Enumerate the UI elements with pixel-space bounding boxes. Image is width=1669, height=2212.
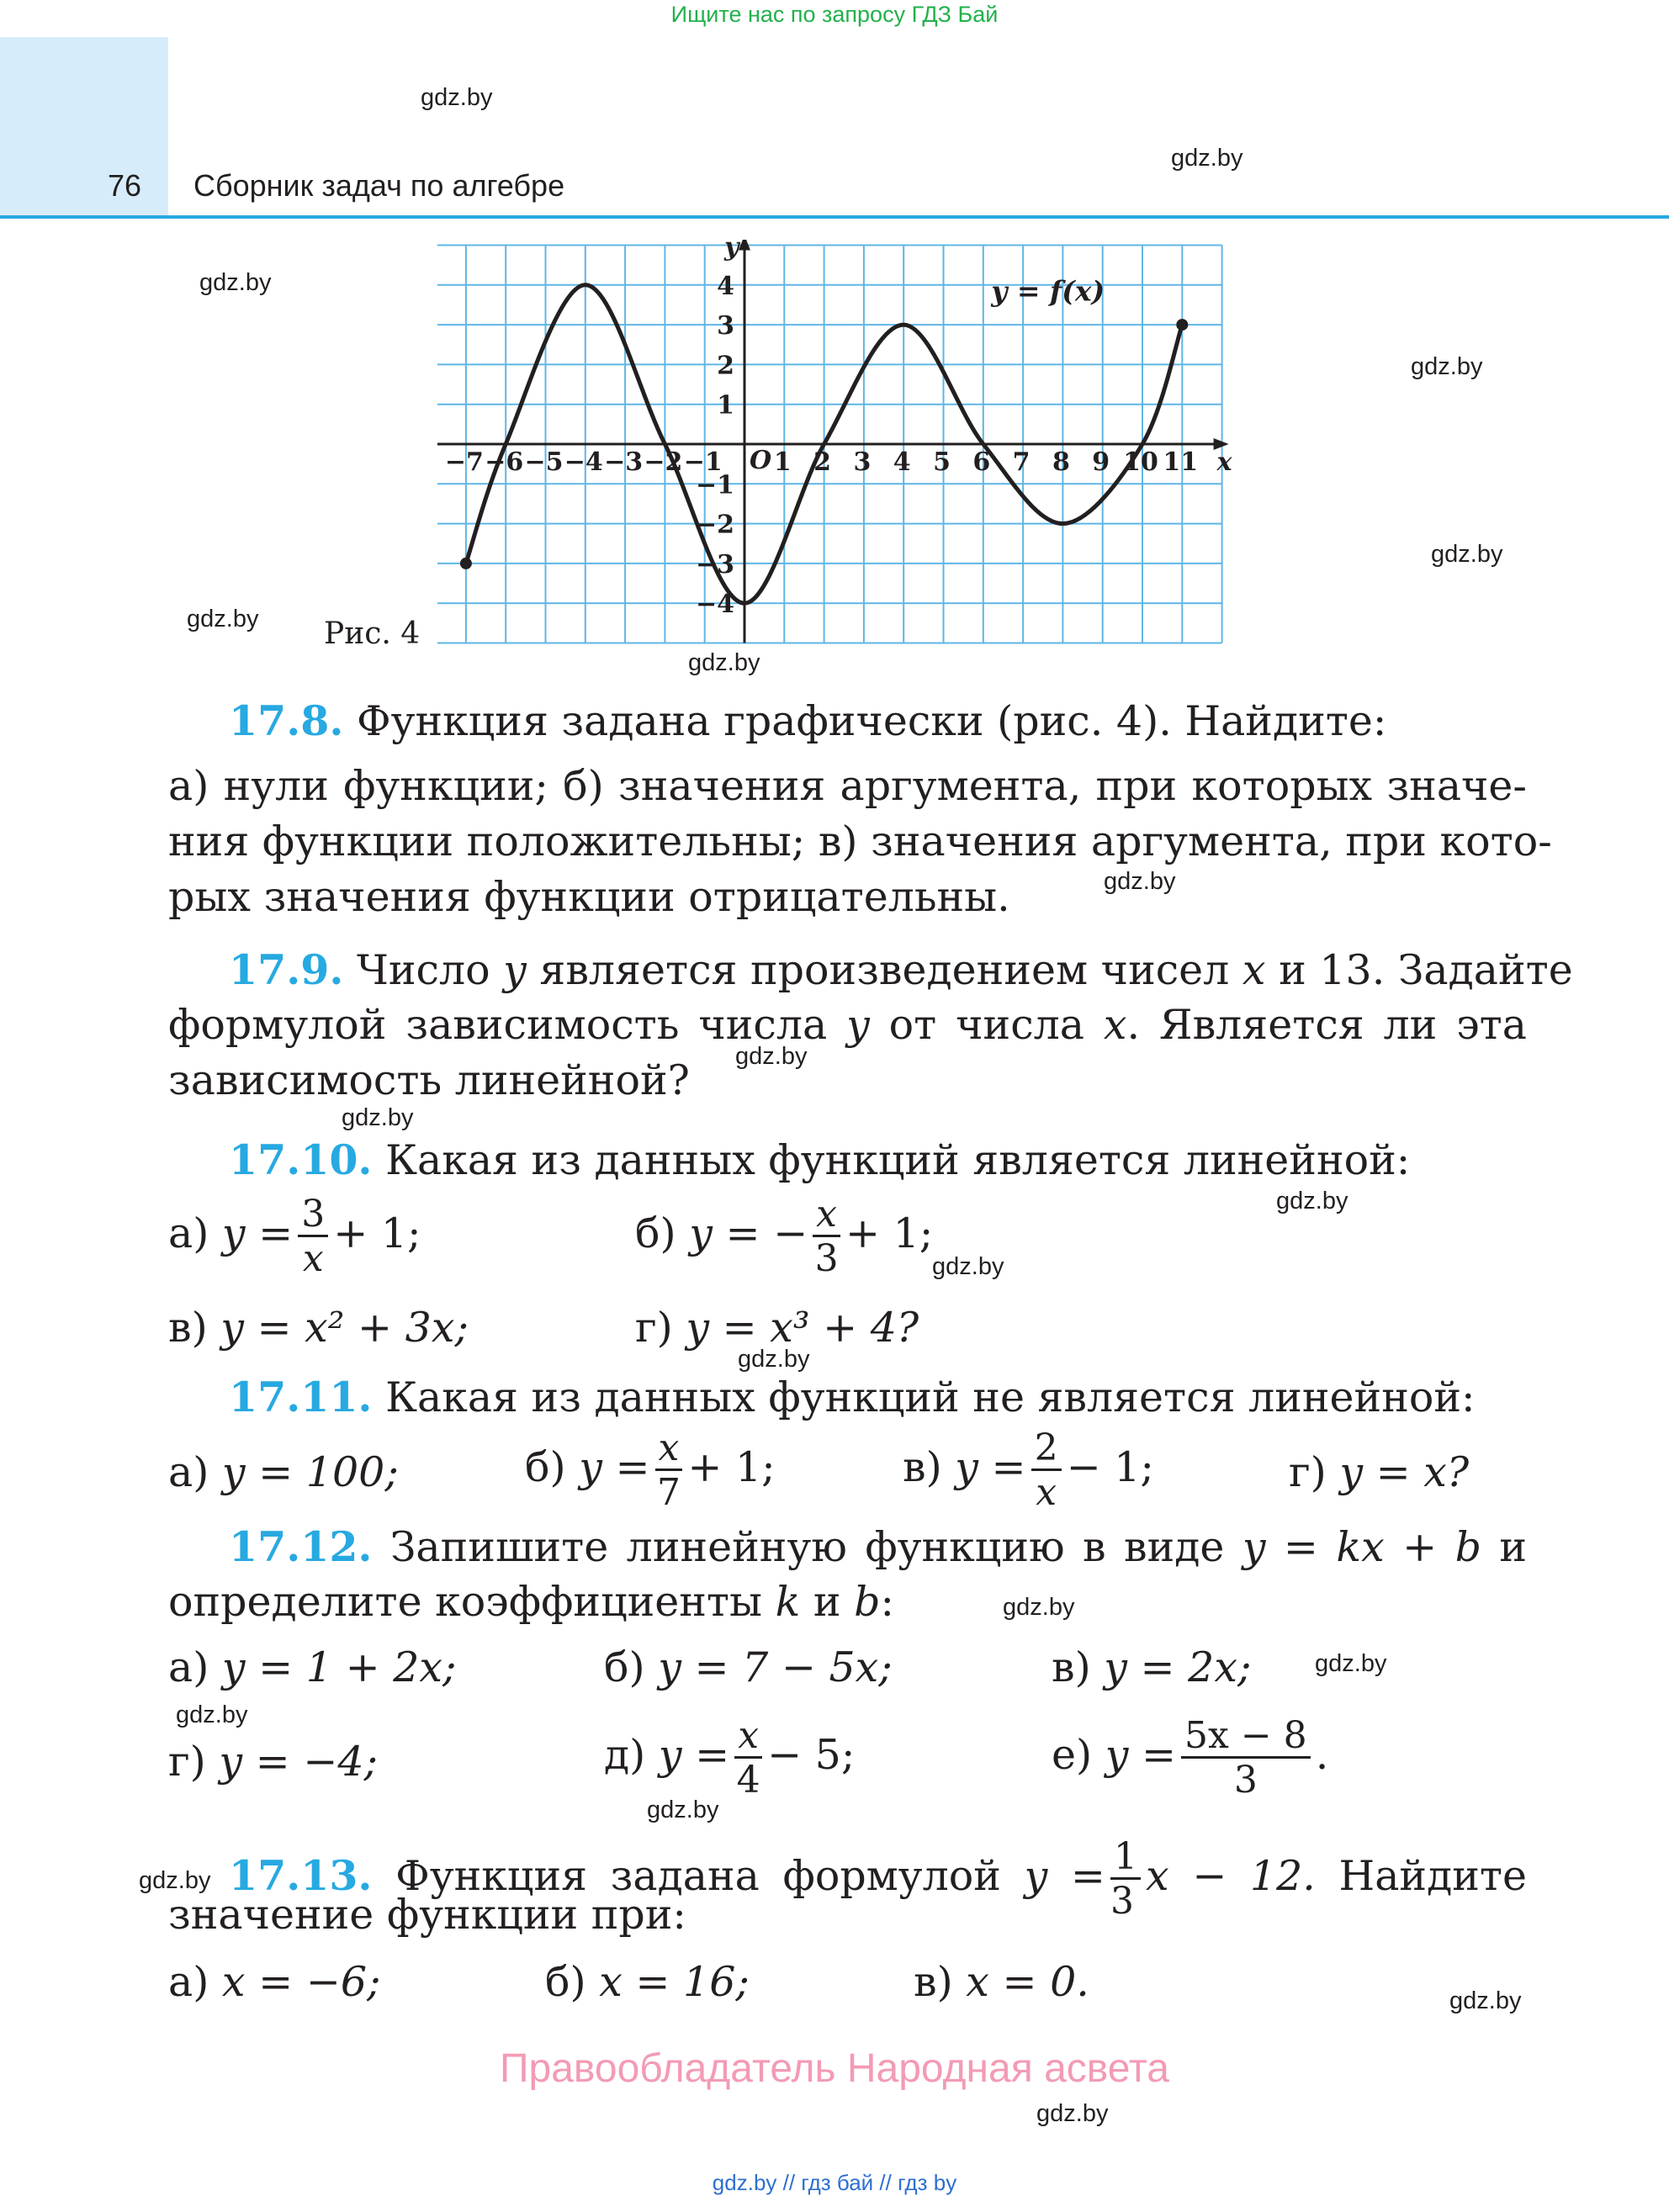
option-label: г) xyxy=(168,1738,206,1786)
text: от числа xyxy=(869,1001,1104,1049)
problem-number: 17.8. xyxy=(229,696,344,745)
problem-17-12-line xyxy=(168,1574,894,1630)
numerator: x xyxy=(734,1717,762,1759)
option-a xyxy=(168,1640,457,1696)
x-tick-label: 1 xyxy=(773,447,792,477)
watermark: gdz.by xyxy=(1276,1188,1348,1214)
top-banner[interactable]: Ищите нас по запросу ГДЗ Бай xyxy=(670,2,999,27)
watermark: gdz.by xyxy=(647,1797,719,1823)
problem-number: 17.11. xyxy=(229,1373,373,1421)
watermark: gdz.by xyxy=(1431,541,1503,568)
x-tick-label: −6 xyxy=(485,447,524,477)
option-label: а) xyxy=(168,1448,209,1496)
watermark: gdz.by xyxy=(688,649,760,676)
expr: . xyxy=(1315,1731,1329,1779)
fraction xyxy=(1031,1426,1062,1514)
x-tick-label: −3 xyxy=(604,447,644,477)
denominator: x xyxy=(1036,1471,1057,1514)
fraction xyxy=(1181,1714,1311,1802)
watermark: gdz.by xyxy=(421,84,493,111)
problem-17-8-line: рых значения функции отрицательны. xyxy=(168,873,1010,921)
numerator: 2 xyxy=(1031,1430,1062,1471)
option-v xyxy=(168,1300,469,1356)
x-tick-label: 10 xyxy=(1123,447,1158,477)
option-label: а) xyxy=(168,1209,209,1257)
x-tick-label: −5 xyxy=(524,447,564,477)
fraction xyxy=(813,1193,840,1280)
option-label: в) xyxy=(168,1304,208,1352)
numerator: 1 xyxy=(1110,1839,1141,1880)
text: формулой зависимость числа xyxy=(168,1001,847,1049)
var: y xyxy=(846,1001,870,1049)
text: : xyxy=(880,1578,895,1626)
x-tick-label: −2 xyxy=(644,447,683,477)
page-number: 76 xyxy=(108,168,142,203)
denominator: 7 xyxy=(656,1471,681,1514)
expr: y = −4; xyxy=(219,1738,379,1786)
expr: − 5; xyxy=(767,1731,856,1779)
x-tick-label: 11 xyxy=(1163,447,1199,477)
text: является произведением чисел xyxy=(526,946,1242,994)
x-tick-label: 2 xyxy=(813,447,832,477)
denominator: x xyxy=(302,1237,324,1280)
numerator: x xyxy=(655,1430,683,1471)
expr: y = x³ + 4? xyxy=(686,1304,919,1352)
denominator: 3 xyxy=(1110,1880,1134,1923)
watermark: gdz.by xyxy=(932,1253,1004,1280)
text: определите коэффициенты xyxy=(168,1578,776,1626)
origin-label: O xyxy=(750,446,772,475)
option-g xyxy=(635,1300,919,1356)
option-label: в) xyxy=(914,1958,953,2006)
formula: y = kx + b xyxy=(1242,1523,1481,1571)
figure-caption: Рис. 4 xyxy=(324,617,421,651)
text: и xyxy=(1499,1523,1528,1571)
problem-17-8-line: а) нули функции; б) значения аргумента, при которых значе- xyxy=(168,762,1527,810)
watermark: gdz.by xyxy=(1003,1594,1075,1621)
text: и xyxy=(800,1578,855,1626)
option-v xyxy=(903,1426,1154,1514)
option-label: б) xyxy=(635,1209,676,1257)
x-tick-label: 8 xyxy=(1052,447,1070,477)
option-b xyxy=(545,1955,750,2010)
formula xyxy=(1024,1835,1316,1923)
option-label: в) xyxy=(1052,1643,1091,1691)
expr: y = 100; xyxy=(221,1448,399,1496)
header-box xyxy=(0,37,168,217)
y-tick-label: 1 xyxy=(717,390,734,421)
option-d xyxy=(604,1714,856,1802)
option-label: в) xyxy=(903,1443,942,1491)
text: Запишите линейную функцию в виде xyxy=(389,1523,1225,1571)
fraction xyxy=(298,1193,328,1280)
endpoint-dot xyxy=(1176,319,1188,331)
expr: x = 16; xyxy=(599,1958,750,2006)
expr: + 1; xyxy=(845,1209,934,1257)
y-axis-label: y xyxy=(724,240,739,262)
expr: y = − xyxy=(689,1209,808,1257)
expr: x = 0. xyxy=(966,1958,1089,2006)
option-label: д) xyxy=(604,1731,646,1779)
problem-17-8-line: ния функции положительны; в) значения аргумента, при кото- xyxy=(168,818,1552,865)
watermark: gdz.by xyxy=(738,1346,810,1373)
watermark: gdz.by xyxy=(735,1043,808,1070)
expr: + 1; xyxy=(333,1209,421,1257)
option-b xyxy=(604,1640,893,1696)
fraction xyxy=(655,1426,683,1514)
expr: y = xyxy=(955,1443,1026,1491)
option-e xyxy=(1052,1714,1329,1802)
denominator: 4 xyxy=(736,1759,760,1802)
text: Число xyxy=(356,946,504,994)
option-v xyxy=(1052,1640,1252,1696)
footer-links[interactable]: gdz.by // гдз бай // гдз by xyxy=(712,2170,957,2195)
x-tick-label: 7 xyxy=(1012,447,1031,477)
problem-number: 17.13. xyxy=(229,1851,373,1900)
watermark: gdz.by xyxy=(187,606,259,632)
function-graph xyxy=(437,240,1253,652)
x-tick-label: 6 xyxy=(972,447,991,477)
problem-number: 17.12. xyxy=(229,1522,373,1571)
problem-17-8-heading xyxy=(229,693,1386,749)
var: k xyxy=(775,1578,801,1626)
y-tick-label: 4 xyxy=(717,271,734,301)
header-rule xyxy=(0,215,1669,219)
watermark: gdz.by xyxy=(199,269,272,296)
numerator: x xyxy=(813,1196,840,1237)
var: y xyxy=(503,946,527,994)
expr: y = xyxy=(579,1443,650,1491)
problem-17-9-line xyxy=(168,998,1527,1053)
watermark: gdz.by xyxy=(1411,353,1483,380)
book-title: Сборник задач по алгебре xyxy=(193,168,565,203)
watermark: gdz.by xyxy=(342,1104,414,1131)
text: Найдите xyxy=(1338,1852,1528,1900)
var: x xyxy=(1242,946,1266,994)
expr: y = xyxy=(1024,1852,1105,1900)
watermark: gdz.by xyxy=(1315,1650,1387,1677)
y-tick-label: 3 xyxy=(717,311,734,341)
x-axis-label: x xyxy=(1216,447,1232,477)
problem-17-13-line: значение функции при: xyxy=(168,1891,686,1939)
fraction xyxy=(1110,1835,1141,1923)
text: и 13. Задайте xyxy=(1265,946,1573,994)
expr: y = x² + 3x; xyxy=(220,1304,469,1352)
watermark: gdz.by xyxy=(1036,2100,1109,2127)
denominator: 3 xyxy=(814,1237,839,1280)
problem-17-10-heading xyxy=(229,1132,1410,1188)
expr: − 1; xyxy=(1066,1443,1154,1491)
expr: x − 12. xyxy=(1145,1852,1316,1900)
problem-17-12-line xyxy=(229,1519,1527,1575)
var: x xyxy=(1103,1001,1127,1049)
expr: y = 7 − 5x; xyxy=(658,1643,893,1691)
problem-17-11-heading xyxy=(229,1369,1476,1426)
endpoint-dot xyxy=(460,558,472,569)
y-tick-label: −4 xyxy=(695,590,734,620)
text: . Является ли эта xyxy=(1126,1001,1527,1049)
x-tick-label: −7 xyxy=(444,447,484,477)
problem-number: 17.10. xyxy=(229,1135,373,1184)
x-tick-label: −4 xyxy=(564,447,603,477)
denominator: 3 xyxy=(1233,1759,1258,1802)
watermark: gdz.by xyxy=(1171,145,1243,172)
option-label: а) xyxy=(168,1643,209,1691)
option-g xyxy=(168,1734,378,1790)
expr: x = −6; xyxy=(221,1958,381,2006)
option-a xyxy=(168,1445,399,1500)
problem-text: Функция задана графически (рис. 4). Найдите: xyxy=(356,697,1387,745)
option-label: б) xyxy=(545,1958,586,2006)
expr: y = 1 + 2x; xyxy=(221,1643,457,1691)
problem-17-9-line xyxy=(229,942,1573,998)
numerator: 3 xyxy=(298,1196,328,1237)
problem-17-9-line: зависимость линейной? xyxy=(168,1056,690,1104)
watermark: gdz.by xyxy=(139,1867,211,1894)
option-label: г) xyxy=(635,1304,673,1352)
y-tick-label: −3 xyxy=(695,549,734,579)
option-v xyxy=(914,1955,1089,2010)
copyright-owner: Правообладатель Народная асвета xyxy=(500,2046,1169,2091)
fraction xyxy=(734,1714,762,1802)
option-b xyxy=(525,1426,776,1514)
y-tick-label: 2 xyxy=(717,351,734,381)
y-tick-label: −1 xyxy=(695,470,734,500)
problem-text: Какая из данных функций является линейной: xyxy=(385,1136,1411,1184)
expr: y = xyxy=(221,1209,294,1257)
y-tick-label: −2 xyxy=(695,510,734,540)
option-b xyxy=(635,1193,934,1280)
numerator: 5x − 8 xyxy=(1181,1717,1311,1759)
option-a xyxy=(168,1193,421,1280)
option-label: г) xyxy=(1289,1448,1327,1496)
watermark: gdz.by xyxy=(176,1701,248,1728)
x-tick-label: 5 xyxy=(933,447,951,477)
problem-text: Какая из данных функций не является линейной: xyxy=(385,1373,1476,1421)
option-label: е) xyxy=(1052,1731,1093,1779)
expr: + 1; xyxy=(687,1443,776,1491)
option-label: а) xyxy=(168,1958,209,2006)
option-label: б) xyxy=(525,1443,566,1491)
watermark: gdz.by xyxy=(1449,1987,1522,2014)
expr: y = 2x; xyxy=(1104,1643,1252,1691)
expr: y = xyxy=(658,1731,730,1779)
expr: y = x? xyxy=(1339,1448,1470,1496)
text: Функция задана формулой xyxy=(395,1852,1001,1900)
x-tick-label: 3 xyxy=(853,447,872,477)
x-tick-label: −1 xyxy=(683,447,723,477)
x-tick-label: 9 xyxy=(1092,447,1110,477)
expr: y = xyxy=(1105,1731,1177,1779)
option-a xyxy=(168,1955,381,2010)
x-tick-label: 4 xyxy=(893,447,911,477)
watermark: gdz.by xyxy=(1104,868,1176,895)
var: b xyxy=(854,1578,881,1626)
chart-title: y = f(x) xyxy=(991,274,1105,308)
problem-number: 17.9. xyxy=(229,945,344,994)
option-label: б) xyxy=(604,1643,645,1691)
option-g xyxy=(1289,1445,1469,1500)
